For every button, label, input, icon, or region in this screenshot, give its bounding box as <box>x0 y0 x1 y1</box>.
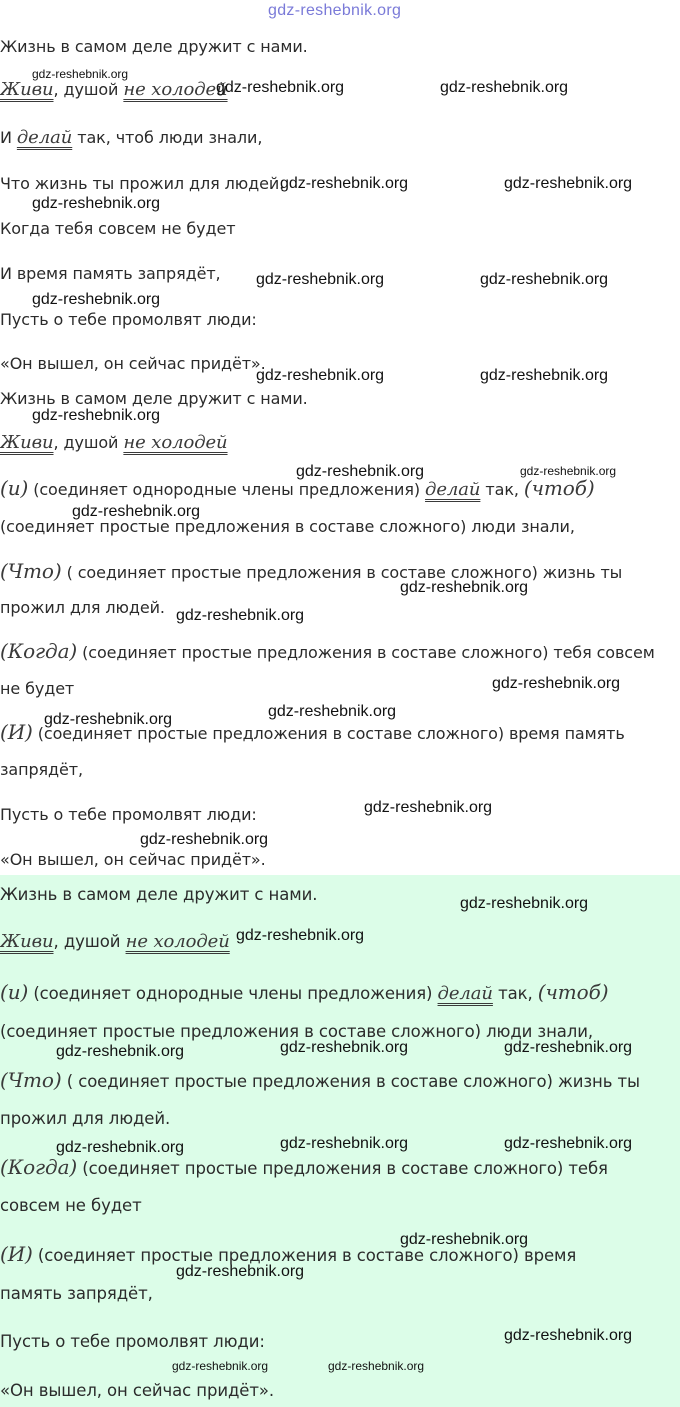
conj-chto: (Что) <box>0 559 62 583</box>
answer-line-3: (и) (соединяет однородные члены предложения) делай так, (чтоб) <box>0 980 609 1004</box>
analysis-line-7: (Когда) (соединяет простые предложения в составе сложного) тебя совсем <box>0 639 655 663</box>
watermark: gdz-reshebnik.org <box>400 1231 529 1248</box>
word-zhivi: Живи <box>0 432 54 453</box>
watermark: gdz-reshebnik.org <box>256 271 385 288</box>
answer-line-12: «Он вышел, он сейчас придёт». <box>0 1381 274 1400</box>
conj-i: (и) <box>0 476 29 500</box>
analysis-line-3: (и) (соединяет однородные члены предложения) делай так, (чтоб) <box>0 476 595 500</box>
poem-line-3: И делай так, чтоб люди знали, <box>0 127 263 148</box>
answer-line-6: прожил для людей. <box>0 1109 171 1128</box>
watermark: gdz-reshebnik.org <box>72 503 201 520</box>
watermark: gdz-reshebnik.org <box>364 799 493 816</box>
watermark: gdz-reshebnik.org <box>492 675 621 692</box>
word-delay: делай <box>437 983 493 1004</box>
watermark: gdz-reshebnik.org <box>440 79 569 96</box>
poem-line-8: «Он вышел, он сейчас придёт». <box>0 354 266 373</box>
word-delay: делай <box>16 127 73 148</box>
watermark: gdz-reshebnik.org <box>32 407 161 424</box>
watermark: gdz-reshebnik.org <box>176 1263 305 1280</box>
conj-kogda: (Когда) <box>0 1155 78 1179</box>
watermark: gdz-reshebnik.org <box>56 1139 185 1156</box>
watermark: gdz-reshebnik.org <box>480 271 609 288</box>
watermark: gdz-reshebnik.org <box>504 1039 633 1056</box>
watermark: gdz-reshebnik.org <box>236 927 365 944</box>
conj-i: (и) <box>0 980 29 1004</box>
answer-line-8: совсем не будет <box>0 1196 142 1215</box>
watermark: gdz-reshebnik.org <box>280 175 409 192</box>
watermark: gdz-reshebnik.org <box>280 1039 409 1056</box>
watermark: gdz-reshebnik.org <box>140 831 269 848</box>
poem-line-7: Пусть о тебе промолвят люди: <box>0 310 257 329</box>
watermark: gdz-reshebnik.org <box>504 1135 633 1152</box>
poem-line-1: Жизнь в самом деле дружит с нами. <box>0 37 308 56</box>
answer-line-4: (соединяет простые предложения в составе сложного) люди знали, <box>0 1022 593 1041</box>
watermark: gdz-reshebnik.org <box>400 579 529 596</box>
analysis-line-1: Жизнь в самом деле дружит с нами. <box>0 389 308 408</box>
watermark: gdz-reshebnik.org <box>44 711 173 728</box>
conj-chtob: (чтоб) <box>523 476 595 500</box>
conj-chtob: (чтоб) <box>537 980 609 1004</box>
poem-line-5: Когда тебя совсем не будет <box>0 219 236 238</box>
answer-line-10: память запрядёт, <box>0 1284 153 1303</box>
watermark: gdz-reshebnik.org <box>480 367 609 384</box>
analysis-line-11: Пусть о тебе промолвят люди: <box>0 805 257 824</box>
poem-line-2: Живи, душой не холодей <box>0 79 228 100</box>
answer-line-1: Жизнь в самом деле дружит с нами. <box>0 885 318 904</box>
word-delay: делай <box>425 479 481 500</box>
watermark: gdz-reshebnik.org <box>56 1043 185 1060</box>
conj-chto: (Что) <box>0 1068 62 1092</box>
watermark: gdz-reshebnik.org <box>268 703 397 720</box>
watermark: gdz-reshebnik.org <box>172 1359 269 1373</box>
watermark: gdz-reshebnik.org <box>296 463 425 480</box>
analysis-line-12: «Он вышел, он сейчас придёт». <box>0 850 266 869</box>
watermark: gdz-reshebnik.org <box>216 79 345 96</box>
watermark: gdz-reshebnik.org <box>504 1327 633 1344</box>
word-ne-kholodey: не холодей <box>123 432 228 453</box>
watermark: gdz-reshebnik.org <box>32 67 129 81</box>
analysis-line-9: (И) (соединяет простые предложения в составе сложного) время память <box>0 720 625 744</box>
watermark: gdz-reshebnik.org <box>32 195 161 212</box>
watermark: gdz-reshebnik.org <box>520 464 617 478</box>
word-zhivi: Живи <box>0 79 54 100</box>
word-ne-kholodey: не холодей <box>123 79 228 100</box>
poem-line-4: Что жизнь ты прожил для людей. <box>0 174 285 193</box>
analysis-line-5: (Что) ( соединяет простые предложения в составе сложного) жизнь ты <box>0 559 623 583</box>
analysis-line-8: не будет <box>0 679 75 698</box>
conj-i-cap: (И) <box>0 720 33 744</box>
watermark: gdz-reshebnik.org <box>460 895 589 912</box>
word-ne-kholodey: не холодей <box>125 931 230 952</box>
conj-i-cap: (И) <box>0 1242 33 1266</box>
answer-line-7: (Когда) (соединяет простые предложения в составе сложного) тебя <box>0 1155 608 1179</box>
watermark: gdz-reshebnik.org <box>32 291 161 308</box>
answer-line-9: (И) (соединяет простые предложения в составе сложного) время <box>0 1242 577 1266</box>
answer-line-11: Пусть о тебе промолвят люди: <box>0 1332 265 1351</box>
watermark: gdz-reshebnik.org <box>328 1359 425 1373</box>
poem-line-6: И время память запрядёт, <box>0 264 221 283</box>
watermark: gdz-reshebnik.org <box>176 607 305 624</box>
word-zhivi: Живи <box>0 931 54 952</box>
site-header[interactable]: gdz-reshebnik.org <box>268 2 402 19</box>
watermark: gdz-reshebnik.org <box>504 175 633 192</box>
watermark: gdz-reshebnik.org <box>280 1135 409 1152</box>
watermark: gdz-reshebnik.org <box>256 367 385 384</box>
analysis-line-2: Живи, душой не холодей <box>0 432 228 453</box>
analysis-line-10: запрядёт, <box>0 760 83 779</box>
analysis-line-6: прожил для людей. <box>0 598 165 617</box>
analysis-line-4: (соединяет простые предложения в составе сложного) люди знали, <box>0 517 575 536</box>
conj-kogda: (Когда) <box>0 639 78 663</box>
answer-line-5: (Что) ( соединяет простые предложения в составе сложного) жизнь ты <box>0 1068 640 1092</box>
answer-line-2: Живи, душой не холодей <box>0 931 230 952</box>
